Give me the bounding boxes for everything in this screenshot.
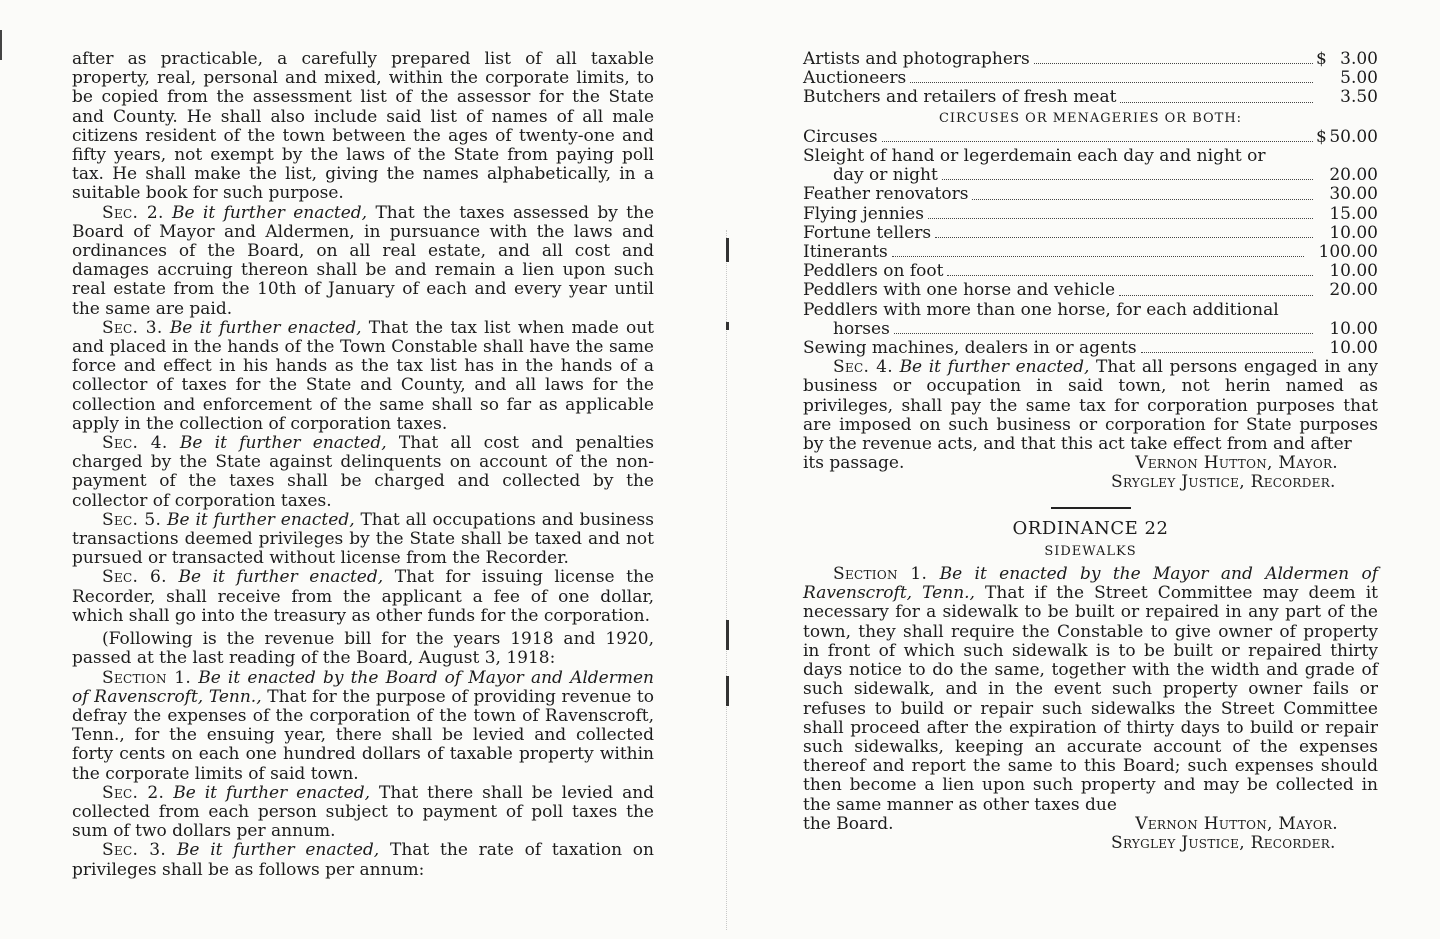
- privilege-label: Sewing machines, dealers in or agents: [803, 338, 1137, 359]
- right-page: [803, 50, 1378, 853]
- dot-leader: [910, 82, 1313, 83]
- section-label: Sec. 4.: [833, 357, 893, 378]
- dollar-sign: $: [1316, 126, 1327, 147]
- section-6-paragraph: [72, 568, 654, 626]
- ordinance-section-1-paragraph: [803, 565, 1378, 815]
- privilege-label: Peddlers on foot: [803, 261, 944, 282]
- section-text: That the taxes assessed by the Board of Mayor and Aldermen, in pursuance with the laws and ordinances of the Board, on all real estate, and all cost and damages accruing thereon shall be and remain a lien upon such real estate from the 10th of January of each and every year until the same are paid.: [72, 202, 655, 319]
- enacting-clause: Be it further enacted,: [173, 782, 371, 803]
- privilege-label-line: Sleight of hand or legerdemain each day and night or: [803, 146, 1266, 167]
- privilege-amount: 10.00: [1329, 338, 1378, 359]
- dot-leader: [882, 141, 1313, 142]
- enacting-clause: Be it further enacted,: [176, 840, 380, 861]
- recorder-signature: Srygley Justice, Recorder.: [1111, 472, 1336, 493]
- privilege-label: Itinerants: [803, 242, 888, 263]
- section-label: Sec. 2.: [102, 782, 165, 803]
- dot-leader: [894, 333, 1313, 334]
- dot-leader: [947, 275, 1313, 276]
- dot-leader: [1034, 63, 1313, 64]
- privilege-amount: 100.00: [1318, 242, 1378, 263]
- section-text: That the rate of taxation on privileges shall be as follows per annum:: [72, 840, 654, 880]
- section-label: Section 1.: [102, 667, 192, 688]
- section-label: Sec. 2.: [102, 202, 164, 223]
- privilege-label: Circuses: [803, 126, 878, 147]
- enacting-clause: Be it enacted by the Mayor and Aldermen of Ravenscroft, Tenn.,: [803, 564, 1379, 604]
- section-3-paragraph: [72, 319, 654, 434]
- ordinance-title: ORDINANCE 22: [1012, 517, 1169, 539]
- section-4-paragraph: [72, 434, 654, 511]
- circus-heading: CIRCUSES OR MENAGERIES OR BOTH:: [938, 110, 1243, 126]
- privilege-row: [803, 185, 1378, 204]
- privilege-row: [803, 128, 1378, 147]
- section-label: Sec. 4.: [102, 433, 168, 454]
- privilege-row: [803, 224, 1378, 243]
- privilege-row: [803, 205, 1378, 224]
- privilege-label: Fortune tellers: [803, 222, 932, 243]
- dot-leader: [892, 256, 1304, 257]
- privilege-label: Feather renovators: [803, 184, 969, 205]
- privilege-label: horses: [833, 318, 890, 339]
- privilege-label: Peddlers with one horse and vehicle: [803, 280, 1116, 301]
- revenue-section-2-paragraph: [72, 784, 654, 842]
- mayor-signature: Vernon Hutton, Mayor.: [1135, 453, 1338, 474]
- enacting-clause: Be it further enacted,: [169, 317, 362, 338]
- enacting-clause: Be it further enacted,: [178, 567, 384, 588]
- privilege-label: day or night: [833, 165, 938, 186]
- mayor-signature: Vernon Hutton, Mayor.: [1135, 813, 1338, 834]
- privilege-amount: 10.00: [1329, 222, 1378, 243]
- privilege-amount: 5.00: [1340, 68, 1378, 89]
- section-label: Sec. 6.: [102, 567, 167, 588]
- section-label: Sec. 3.: [102, 317, 163, 338]
- privilege-label: Auctioneers: [803, 68, 907, 89]
- privilege-amount: 20.00: [1329, 165, 1378, 186]
- section-text: That for issuing license the Recorder, shall receive from the applicant a fee of one dollar, which shall go into the treasury as other funds for the corporation.: [72, 567, 655, 626]
- privilege-amount: 10.00: [1329, 261, 1378, 282]
- privilege-amount: 50.00: [1329, 126, 1378, 147]
- privilege-label: Butchers and retailers of fresh meat: [803, 87, 1117, 108]
- section-label: Sec. 3.: [102, 840, 167, 861]
- section-divider: [1051, 507, 1131, 509]
- privilege-label: Artists and photographers: [803, 49, 1030, 69]
- privilege-amount: 3.00: [1340, 49, 1378, 69]
- privilege-row: [803, 88, 1378, 107]
- section-text: That if the Street Committee may deem it necessary for a sidewalk to be built or repaired in any part of the town, they shall require the Constable to give owner of property in front of which such sidewalk is to be built or repaired thirty days notice to do the same, together with the width and grade of such sidewalk, and in the event such property owner fails or refuses to build or repair such sidewalks the Street Committee shall proceed after the expiration of thirty days to build or repair such sidewalks, keeping an accurate account of the expenses thereof and report the same to this Board; such expenses should then become a lien upon such property and may be collected in the same manner as other taxes due: [803, 583, 1378, 815]
- section-2-paragraph: [72, 204, 654, 319]
- privilege-row: [803, 339, 1378, 358]
- section-text: That all persons engaged in any business or occupation in said town, not herin named as privileges, shall pay the same tax for corporation purposes that are imposed on such business or corporation for State purposes by the revenue acts, and that this act take effect from and after: [803, 357, 1379, 455]
- book-gutter: [726, 230, 739, 930]
- privilege-amount: 20.00: [1329, 280, 1378, 301]
- dot-leader: [928, 218, 1313, 219]
- revenue-section-1-paragraph: [72, 669, 654, 784]
- section-text: That the tax list when made out and placed in the hands of the Town Constable shall have the same force and effect in his hands as the tax list has in the hands of a collector of taxes for the State and County, and all laws for the collection and enforcement of the same shall so far as applicable apply in the collection of corporation taxes.: [72, 317, 655, 434]
- dot-leader: [1141, 352, 1313, 353]
- privilege-amount: 15.00: [1329, 203, 1378, 224]
- right-section-4-paragraph: [803, 358, 1378, 454]
- enacting-clause: Be it further enacted,: [179, 433, 387, 454]
- privilege-row: [803, 50, 1378, 69]
- privilege-label: Flying jennies: [803, 203, 924, 224]
- signature-line: [803, 815, 1378, 834]
- privilege-label-line: Peddlers with more than one horse, for each additional: [803, 299, 1279, 320]
- recorder-signature: Srygley Justice, Recorder.: [1111, 832, 1336, 853]
- dot-leader: [1119, 295, 1313, 296]
- gutter-ink-mark: [726, 238, 729, 262]
- enacting-clause: Be it further enacted,: [167, 509, 355, 530]
- intro-paragraph: after as practicable, a carefully prepared list of all taxable property, real, personal and mixed, within the corporate limits, to be copied from the assessment list of the assessor for the State and County. He shall also include said list of names of all male citizens resident of the town between the ages of twenty-one and fifty years, not exempt by the laws of the State from paying poll tax. He shall make the list, giving the names alphabetically, in a suitable book for such purpose.: [72, 49, 654, 204]
- section-5-paragraph: [72, 511, 654, 569]
- privilege-amount: 30.00: [1329, 184, 1378, 205]
- privilege-row: [803, 262, 1378, 281]
- privilege-row: [803, 243, 1378, 262]
- section-text: That all occupations and business transactions deemed privileges by the State shall be taxed and not pursued or transacted without license from the Recorder.: [72, 509, 654, 569]
- privilege-row: [803, 281, 1378, 300]
- revenue-bill-note: (Following is the revenue bill for the years 1918 and 1920, passed at the last reading of the Board, August 3, 1918:: [72, 629, 654, 669]
- section-tail: the Board.: [803, 813, 894, 834]
- signature-line: [803, 454, 1378, 473]
- enacting-clause: Be it enacted by the Board of Mayor and Aldermen of Ravenscroft, Tenn.,: [72, 667, 655, 707]
- dot-leader: [935, 237, 1313, 238]
- section-text: That there shall be levied and collected from each person subject to payment of poll taxes the sum of two dollars per annum.: [72, 782, 655, 842]
- ordinance-subtitle: SIDEWALKS: [1044, 543, 1137, 559]
- section-text: That all cost and penalties charged by the State against delinquents on account of the non-payment of the taxes shall be charged and collected by the collector of corporation taxes.: [72, 433, 654, 511]
- gutter-ink-mark: [726, 322, 729, 330]
- dot-leader: [1120, 102, 1313, 103]
- section-text: That for the purpose of providing revenue to defray the expenses of the corporation of the town of Ravenscroft, Tenn., for the ensuing year, there shall be levied and collected forty cents on each one hundred dollars of taxable property within the corporate limits of said town.: [72, 686, 654, 784]
- privilege-row: [803, 320, 1378, 339]
- dot-leader: [972, 199, 1313, 200]
- enacting-clause: Be it further enacted,: [172, 202, 368, 223]
- privilege-amount: 3.50: [1340, 87, 1378, 108]
- gutter-ink-mark: [726, 620, 729, 650]
- section-tail: its passage.: [803, 453, 905, 474]
- dollar-sign: $: [1316, 49, 1327, 69]
- gutter-ink-mark: [726, 676, 729, 706]
- enacting-clause: Be it further enacted,: [899, 357, 1090, 378]
- section-label: Section 1.: [833, 564, 928, 585]
- privilege-row: [803, 166, 1378, 185]
- privilege-amount: 10.00: [1329, 318, 1378, 339]
- dot-leader: [942, 179, 1313, 180]
- revenue-section-3-paragraph: [72, 841, 654, 879]
- left-page: [72, 50, 654, 880]
- page-edge-mark: [0, 30, 2, 60]
- privilege-row: [803, 69, 1378, 88]
- section-label: Sec. 5.: [102, 509, 162, 530]
